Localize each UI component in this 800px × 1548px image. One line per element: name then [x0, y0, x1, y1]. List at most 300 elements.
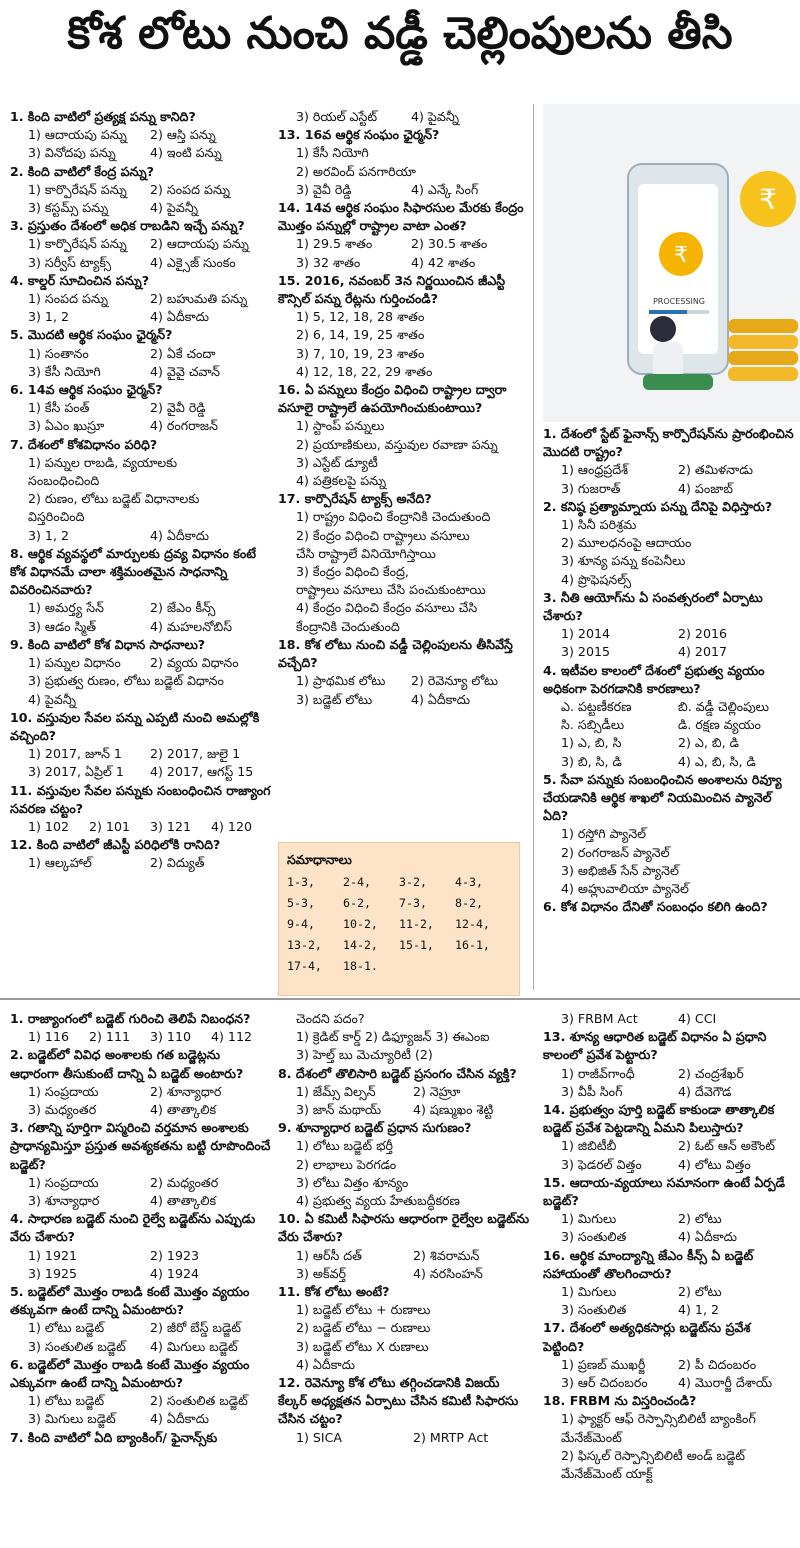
answer-item: 17-4, — [287, 959, 322, 973]
question-block — [278, 1119, 530, 1210]
option-line: 4) అహ్లువాలియా ప్యానెల్ — [561, 881, 689, 897]
option: 1) SICA — [296, 1429, 343, 1445]
column-divider — [533, 104, 534, 990]
option: 3) రియల్ ఎస్టేట్ — [296, 109, 378, 124]
option-row — [10, 1392, 272, 1410]
answer-item: 12-4, — [455, 917, 490, 931]
question-text: 4. కాల్డర్ సూచించిన పన్ను? — [10, 272, 150, 288]
question-block — [543, 1392, 795, 1483]
question-text: 2. కింది వాటిలో కేంద్ర పన్ను? — [10, 163, 154, 179]
question-block — [543, 1101, 795, 1174]
question-text: 6. 14వ ఆర్థిక సంఘం ఛైర్మన్? — [10, 382, 163, 398]
question-block — [543, 589, 795, 662]
processing-label: PROCESSING — [652, 297, 706, 306]
question-text: 1. కింది వాటిలో ప్రత్యక్ష పన్ను కానిది? — [10, 109, 196, 124]
option: 2) 101 — [89, 818, 130, 834]
option: 2) శూన్యాధార — [150, 1083, 222, 1099]
option-line: 3) బడ్జెట్ లోటు X రుణాలు — [296, 1338, 429, 1354]
question-block — [543, 771, 795, 898]
option: 2) వ్యయ విధానం — [150, 655, 239, 671]
option-line: కేంద్రానికి చెందుతుంది — [296, 618, 400, 634]
question-text: 15. ఆదాయ-వ్యయాలు సమానంగా ఉంటే ఏర్పడే బడ్జెట్? — [543, 1174, 785, 1209]
option: 1) రాజీవ్‌గాంధీ — [561, 1065, 635, 1081]
option: బి. వడ్డీ చెల్లింపులు — [678, 699, 769, 715]
option: 4) షణ్ముఖం శెట్టి — [413, 1102, 494, 1118]
question-block — [278, 126, 526, 199]
option-line: 2) అరవింద్ పనగారియా — [296, 163, 416, 179]
option: 4) 2017 — [678, 644, 727, 660]
option: 4) లోటు విత్తం — [678, 1156, 751, 1172]
option-line: 1) రస్తోగి ప్యానెల్ — [561, 826, 647, 842]
question-block — [278, 490, 526, 636]
option-line: 3) ఎస్టేట్ డ్యూటీ — [296, 454, 378, 470]
option: 1) లోటు బడ్జెట్ — [28, 1320, 105, 1336]
option-row — [278, 1247, 530, 1265]
question-block — [10, 1010, 272, 1046]
option: 1) ఆర్‌సీ దత్ — [296, 1247, 362, 1263]
question-text: 5. మొదటి ఆర్థిక సంఘం ఛైర్మన్? — [10, 327, 173, 343]
option-row — [278, 1429, 530, 1447]
option: 1) ప్రణబ్ ముఖర్జీ — [561, 1356, 646, 1372]
option-line: 2) రంగరాజన్ ప్యానెల్ — [561, 844, 670, 860]
column-c — [543, 425, 795, 916]
option-row — [10, 254, 272, 272]
question-text: 6. కోశ విధానం దేనితో సంబంధం కలిగి ఉంది? — [543, 899, 768, 915]
option-line: 2) మూలధనంపై ఆదాయం — [561, 535, 692, 551]
option-row — [543, 1010, 795, 1028]
option: 3) సంతులిత — [561, 1302, 627, 1318]
option: 4) మిగులు బడ్జెట్ — [150, 1338, 238, 1354]
option: 4) ఎ, బి, సి, డి — [678, 753, 756, 769]
answer-key-box — [278, 842, 520, 996]
question-block — [543, 498, 795, 589]
column-f — [543, 1010, 795, 1483]
question-text: 16. ఆర్థిక మాంద్యాన్ని జేఎం కీన్స్ ఏ బడ్జెట్ సహాయంతో తొలగించారు? — [543, 1247, 754, 1281]
question-block — [543, 1028, 795, 1101]
option-row — [543, 716, 795, 734]
option: 4) తాత్కాలిక — [150, 1193, 217, 1209]
option: 1) 2014 — [561, 626, 610, 642]
question-block — [10, 709, 272, 782]
option-row — [10, 599, 272, 617]
question-text: 5. సేవా పన్నుకు సంబంధించిన అంశాలను రివ్యూ చేయడానికి ఆర్థిక శాఖలో నియమించిన ప్యానెల్ ఏది? — [543, 771, 782, 824]
question-block — [278, 108, 526, 126]
option-line: 4) 12, 18, 22, 29 శాతం — [296, 363, 433, 379]
option: 4) 42 శాతం — [411, 254, 476, 270]
question-block — [10, 108, 272, 163]
question-block — [278, 636, 526, 709]
option-line: 3) అభిజిత్ సేన్ ప్యానెల్ — [561, 862, 679, 878]
question-block — [10, 1429, 272, 1447]
illustration-svg — [543, 104, 800, 422]
question-block — [10, 381, 272, 436]
option-row — [543, 1356, 795, 1374]
option: 3) 1, 2 — [28, 527, 69, 543]
option: 1) 1921 — [28, 1247, 77, 1263]
option-row — [10, 1265, 272, 1283]
option: 1) కార్పొరేషన్ పన్ను — [28, 181, 127, 197]
option: 2) లోటు — [678, 1284, 722, 1300]
option: 1) మిగులు — [561, 1211, 617, 1227]
option: 4) 1924 — [150, 1265, 199, 1281]
option-row — [10, 527, 272, 545]
option-row — [10, 763, 272, 781]
option: 2) పీ చిదంబరం — [678, 1356, 757, 1372]
option: 4) వైవై చవాన్ — [150, 363, 220, 379]
option: 4) తాత్కాలిక — [150, 1102, 217, 1118]
option-line: చేసి రాష్ట్రాలే వినియోగిస్తాయి — [296, 545, 436, 561]
option-row — [543, 1156, 795, 1174]
option-row — [278, 1265, 530, 1283]
option: 2) జేఎం కీన్స్ — [150, 600, 216, 616]
question-text: 14. ప్రభుత్వం పూర్తి బడ్జెట్ కాకుండా తాత్కాలిక బడ్జెట్ ప్రవేశ పెట్టడాన్ని ఏమని పిలుస్తారు? — [543, 1102, 775, 1136]
option: 4) నరసింహన్ — [413, 1265, 483, 1281]
option: 3) 2015 — [561, 644, 610, 660]
option-row — [10, 1192, 272, 1210]
option-line: 1) కేసీ నియోగి — [296, 145, 369, 161]
option-row — [10, 654, 272, 672]
question-block — [10, 326, 272, 381]
option-row — [543, 625, 795, 643]
option-row — [543, 480, 795, 498]
option: 2) మధ్యంతర — [150, 1174, 219, 1190]
question-text: 11. కోశ లోటు అంటే? — [278, 1284, 390, 1300]
option-line: విస్తరించింది — [28, 509, 85, 525]
answer-item: 8-2, — [455, 896, 483, 910]
person-figure — [650, 316, 676, 342]
option: 3) FRBM Act — [561, 1011, 638, 1026]
question-block — [543, 898, 795, 916]
answer-item: 6-2, — [343, 896, 371, 910]
option-row — [543, 1083, 795, 1101]
question-text: 3. నీతి ఆయోగ్‌ను ఏ సంవత్సరంలో ఏర్పాటు చేశారు? — [543, 589, 763, 624]
option: 1) సంప్రదాయ — [28, 1083, 99, 1099]
question-block — [543, 662, 795, 771]
option: 2) ఆస్తి పన్ను — [150, 127, 216, 143]
answer-item: 10-2, — [343, 917, 378, 931]
option-row — [10, 854, 272, 872]
headline: కోశ లోటు నుంచి వడ్డీ చెల్లింపులను తీసి — [67, 8, 733, 59]
column-d — [10, 1010, 272, 1447]
option-row — [10, 1101, 272, 1119]
option-line: సంబంధించింది — [28, 473, 100, 489]
option: 3) 1, 2 — [28, 309, 69, 325]
option: 3) 110 — [150, 1029, 191, 1045]
question-text: 17. కార్పొరేషన్ ట్యాక్స్ అనేది? — [278, 491, 432, 507]
option-line: 2) బడ్జెట్ లోటు − రుణాలు — [296, 1320, 431, 1336]
option: 2) ఓట్ ఆన్ అకౌంట్ — [678, 1138, 775, 1154]
option-line: 1) 5, 12, 18, 28 శాతం — [296, 309, 425, 325]
option: 2) బహుమతి పన్ను — [150, 291, 248, 307]
option-row — [10, 308, 272, 326]
option-line: 4) పత్రికలపై పన్ను — [296, 473, 387, 489]
option-row — [10, 126, 272, 144]
option-row — [278, 235, 526, 253]
option: ఎ. పట్టణీకరణ — [561, 699, 632, 715]
option: 1) ఆల్కహాల్ — [28, 855, 92, 871]
option: సి. సబ్సిడీలు — [561, 717, 625, 733]
option: 2) 2017, జులై 1 — [150, 746, 241, 762]
answer-item: 5-3, — [287, 896, 315, 910]
option: 2) MRTP Act — [413, 1429, 489, 1445]
question-text: 16. ఏ పన్నులు కేంద్రం విధించి రాష్ట్రాల ద్వారా వసూలై రాష్ట్రాలే ఉపయోగించుకుంటాయి? — [278, 382, 507, 416]
question-text: 6. బడ్జెట్‌లో మొత్తం రాబడి కంటే మొత్తం వ్యయం ఎక్కువగా ఉంటే దాన్ని ఏమంటారు? — [10, 1356, 250, 1391]
option: 2) రెవెన్యూ లోటు — [411, 673, 499, 689]
option-line: 3) 7, 10, 19, 23 శాతం — [296, 345, 425, 361]
option: 2) ఏకే చందా — [150, 345, 216, 361]
question-block — [10, 1210, 272, 1283]
option-row — [543, 753, 795, 771]
answer-item: 14-2, — [343, 938, 378, 952]
answer-item: 4-3, — [455, 875, 483, 889]
option-row — [543, 734, 795, 752]
question-block — [10, 217, 272, 272]
option: 1) సంతానం — [28, 345, 89, 361]
answer-item: 9-4, — [287, 917, 315, 931]
option: 1) ఎ, బి, సి — [561, 735, 622, 751]
option-row — [278, 691, 526, 709]
option: 4) ఏదీకాదు — [150, 309, 209, 325]
question-block — [278, 1010, 530, 1065]
option: 4) ఏదీకాదు — [678, 1229, 737, 1245]
option-line: 2) ఫిస్కల్ రెస్పాన్సిబిలిటీ అండ్ బడ్జెట్ మేనేజ్‌మెంట్ యాక్ట్ — [561, 1447, 746, 1482]
option-line: 2) 6, 14, 19, 25 శాతం — [296, 327, 425, 343]
option-row — [10, 199, 272, 217]
option: 3) ఆడం స్మిత్ — [28, 618, 97, 634]
option: 4) 2017, ఆగస్ట్ 15 — [150, 764, 254, 780]
option-line: 3) శూన్య పన్ను కంపెనీలు — [561, 553, 686, 569]
option: 3) జాన్ మథాయ్ — [296, 1102, 382, 1118]
question-block — [278, 1283, 530, 1374]
option: 4) ఎన్కే సింగ్ — [411, 181, 479, 197]
option: 2) ఆదాయపు పన్ను — [150, 236, 249, 252]
option: 1) 116 — [28, 1029, 69, 1045]
option: 4) 112 — [211, 1029, 252, 1045]
option: 1) కేసీ పంత్ — [28, 400, 90, 416]
option: 2) జీరో బేస్డ్ బడ్జెట్ — [150, 1320, 242, 1336]
option: 4) మొరార్జీ దేశాయ్ — [678, 1375, 773, 1391]
option-line: 2) రుణం, లోటు బడ్జెట్ విధానాలకు — [28, 491, 200, 507]
answer-item: 3-2, — [399, 875, 427, 889]
question-text: 7. కింది వాటిలో ఏది బ్యాంకింగ్/ ఫైనాన్స్‌కు — [10, 1429, 218, 1445]
question-text: 8. దేశంలో తొలిసారి బడ్జెట్ ప్రసంగం చేసిన వ్యక్తి? — [278, 1065, 517, 1081]
option: 3) వైవీ రెడ్డి — [296, 181, 352, 197]
option-row — [278, 672, 526, 690]
option: 3) మధ్యంతర — [28, 1102, 97, 1118]
option-row — [543, 1283, 795, 1301]
option-line: 1) పన్నుల రాబడి, వ్యయాలకు — [28, 454, 178, 470]
column-a — [10, 108, 272, 873]
option: 2) 111 — [89, 1029, 130, 1045]
option-row — [10, 363, 272, 381]
option: 2) చంద్రశేఖర్ — [678, 1065, 744, 1081]
option-line: 1) సినీ పరిశ్రమ — [561, 517, 637, 533]
question-block — [10, 1046, 272, 1119]
option-line: 1) ఫ్యాక్టర్ ఆఫ్ రెస్పాన్సిబిలిటీ బ్యాంకింగ్ మేనేజ్‌మెంట్ — [561, 1411, 756, 1445]
option-row — [10, 1028, 272, 1046]
option: 3) మిగులు బడ్జెట్ — [28, 1411, 116, 1427]
option-line: 1) రాష్ట్రం విధించి కేంద్రానికి చెందుతుంది — [296, 509, 491, 525]
option-line: 4) పైవన్నీ — [28, 691, 76, 707]
option: 1) కార్పొరేషన్ పన్ను — [28, 236, 127, 252]
option: 2) శివరామన్ — [413, 1247, 480, 1263]
question-text: 10. ఏ కమిటీ సిఫారసు ఆధారంగా రైల్వేల బడ్జెట్‌ను వేరు చేశారు? — [278, 1211, 530, 1245]
question-text: 7. దేశంలో కోశవిధానం పరిధి? — [10, 436, 158, 452]
option: 2) లోటు — [678, 1211, 722, 1227]
answer-item: 18-1. — [343, 959, 378, 973]
option: 3) సంతులిత బడ్జెట్ — [28, 1338, 126, 1354]
option: 3) గుజరాత్ — [561, 480, 621, 496]
question-text: 14. 14వ ఆర్థిక సంఘం సిఫారసుల మేరకు కేంద్రం మొత్తం పన్నుల్లో రాష్ట్రాల వాటా ఎంత? — [278, 200, 524, 234]
question-text: 1. దేశంలో స్టేట్ ఫైనాన్స్ కార్పొరేషన్‌ను ప్రారంభించిన మొదటి రాష్ట్రం? — [543, 426, 794, 460]
option: 4) 120 — [211, 818, 252, 834]
question-text: 2. బడ్జెట్‌లో వివిధ అంశాలకు గత బడ్జెట్లను ఆధారంగా తీసుకుంటే దాన్ని ఏ బడ్జెట్ అంటారు? — [10, 1047, 244, 1081]
option: 1) లోటు బడ్జెట్ — [28, 1393, 105, 1409]
option: 4) CCI — [678, 1011, 717, 1026]
option: 1) ఆంధ్రప్రదేశ్ — [561, 462, 629, 478]
answer-item: 1-3, — [287, 875, 315, 889]
option-line: 1) బడ్జెట్ లోటు + రుణాలు — [296, 1302, 431, 1318]
option: 2) తమిళనాడు — [678, 462, 753, 478]
question-block — [278, 1065, 530, 1120]
option-line: చెందని పదం? — [296, 1011, 365, 1026]
question-text: 4. ఇటీవల కాలంలో దేశంలో ప్రభుత్వ వ్యయం అధికంగా పెరగడానికి కారణాలు? — [543, 662, 765, 696]
svg-text:₹: ₹ — [759, 183, 777, 216]
option: డి. రక్షణ వ్యయం — [678, 717, 761, 733]
option-line: 3) హెల్త్ బు మెచ్యూరిటీ (2) — [296, 1047, 433, 1063]
option-row — [10, 1338, 272, 1356]
option: 3) వినోదపు పన్ను — [28, 145, 116, 161]
option: 4) పంజాబ్ — [678, 480, 733, 496]
option-line: 4) ఏదీకాదు — [296, 1356, 355, 1372]
question-text: 15. 2016, నవంబర్ 3న నిర్ణయించిన జీఎస్టీ కౌన్సిల్ పన్ను రేట్లను గుర్తించండి? — [278, 272, 506, 307]
option-line: 4) కేంద్రం విధించి కేంద్రం వసూలు చేసి — [296, 600, 478, 616]
option-row — [543, 643, 795, 661]
option: 3) 121 — [150, 818, 191, 834]
option-row — [10, 1083, 272, 1101]
question-block — [10, 1356, 272, 1429]
question-text: 9. కింది వాటిలో కోశ విధాన సాధనాలు? — [10, 636, 206, 652]
question-text: 12. రెవెన్యూ కోశ లోటు తగ్గించడానికి విజయ్ కేల్కర్ అధ్యక్షతన ఏర్పాటు చేసిన కమిటీ సిఫారసు చేసిన చట్టం? — [278, 1375, 519, 1427]
option: 1) జేమ్స్ విల్సన్ — [296, 1083, 376, 1099]
question-block — [10, 163, 272, 218]
option-line: 2) కేంద్రం విధించి రాష్ట్రాలు వసూలు — [296, 527, 470, 543]
option-row — [10, 1247, 272, 1265]
option-row — [10, 1174, 272, 1192]
option: 1) పన్నుల విధానం — [28, 655, 121, 671]
question-text: 13. శూన్య ఆధారిత బడ్జెట్ విధానం ఏ ప్రధాని కాలంలో ప్రవేశ పెట్టారు? — [543, 1029, 767, 1063]
option: 3) ఫెడరల్ విత్తం — [561, 1156, 642, 1172]
question-block — [10, 636, 272, 709]
option-row — [543, 1137, 795, 1155]
option-row — [10, 144, 272, 162]
option-row — [10, 345, 272, 363]
option-line: 3) లోటు విత్తం శూన్యం — [296, 1174, 409, 1190]
option: 3) శూన్యాధార — [28, 1193, 100, 1209]
option: 4) ఎక్సైజ్ సుంకం — [150, 254, 236, 270]
answer-item: 11-2, — [399, 917, 434, 931]
option-line: రాష్ట్రాలు వసూలు చేసి పంచుకుంటాయి — [296, 582, 486, 598]
answer-item: 16-1, — [455, 938, 490, 952]
question-block — [278, 1210, 530, 1283]
answer-item: 7-3, — [399, 896, 427, 910]
question-block — [543, 1174, 795, 1247]
question-block — [10, 272, 272, 327]
option: 2) సంతులిత బడ్జెట్ — [150, 1393, 248, 1409]
option-row — [278, 108, 526, 126]
option-row — [10, 290, 272, 308]
question-block — [543, 1010, 795, 1028]
question-text: 18. కోశ లోటు నుంచి వడ్డీ చెల్లింపులను తీసివేస్తే వచ్చేది? — [278, 636, 513, 671]
question-text: 4. సాధారణ బడ్జెట్ నుంచి రైల్వే బడ్జెట్‌ను ఎప్పుడు వేరు చేశారు? — [10, 1211, 256, 1245]
question-text: 3. ప్రస్తుతం దేశంలో అధిక రాబడిని ఇచ్చే పన్ను? — [10, 218, 245, 234]
option: 1) మిగులు — [561, 1284, 617, 1300]
processing-bar — [649, 310, 687, 314]
option-row — [543, 1210, 795, 1228]
question-block — [543, 1247, 795, 1320]
question-block — [278, 199, 526, 272]
column-e — [278, 1010, 530, 1447]
option-row — [543, 1228, 795, 1246]
option-row — [543, 461, 795, 479]
option-row — [278, 1101, 530, 1119]
option: 3) అక్‌వర్త్ — [296, 1265, 347, 1281]
option-line: 1) స్టాంప్ పన్నులు — [296, 418, 385, 434]
option: 4) 1, 2 — [678, 1302, 719, 1318]
option-row — [10, 399, 272, 417]
option-line: 1) లోటు బడ్జెట్ భర్తీ — [296, 1138, 393, 1154]
option-row — [278, 1083, 530, 1101]
question-text: 3. గతాన్ని పూర్తిగా విస్మరించి వర్తమాన అంశాలకు ప్రాధాన్యమిస్తూ ప్రస్తుత అవశ్యకతను బట్టి రూపొందించే బడ్జెట్? — [10, 1120, 271, 1172]
option-row — [10, 417, 272, 435]
option-line: 2) లాభాలు పెరగడం — [296, 1156, 397, 1172]
illustration — [543, 104, 800, 422]
question-block — [10, 1283, 272, 1356]
question-text: 11. వస్తువుల సేవల పన్నుకు సంబంధించిన రాజ్యాంగ సవరణ చట్టం? — [10, 782, 271, 816]
question-block — [543, 425, 795, 498]
question-text: 17. దేశంలో అత్యధికసార్లు బడ్జెట్‌ను ప్రవేశ పెట్టింది? — [543, 1320, 751, 1354]
option: 4) ఇంటి పన్ను — [150, 145, 222, 161]
option: 3) ఏఎం ఖుస్రూ — [28, 418, 105, 434]
option: 3) కేసీ నియోగి — [28, 363, 101, 379]
option-line: 4) ప్రభుత్వ వ్యయ హేతుబద్ధీకరణ — [296, 1193, 460, 1209]
question-block — [278, 272, 526, 381]
question-block — [10, 545, 272, 636]
option: 1) సంప్రదాయ — [28, 1174, 99, 1190]
question-block — [543, 1319, 795, 1392]
option: 4) ఏదీకాదు — [150, 527, 209, 543]
question-text: 12. కింది వాటిలో జీఎస్టీ పరిధిలోకి రానిది? — [10, 837, 221, 853]
option-line: 3) ప్రభుత్వ రుణం, లోటు బడ్జెట్ విధానం — [28, 673, 224, 689]
option: 4) ఏదీకాదు — [411, 691, 470, 707]
option: 3) కస్టమ్స్ పన్ను — [28, 200, 109, 216]
option: 2) 2016 — [678, 626, 727, 642]
option: 4) మహలనోబిస్ — [150, 618, 233, 634]
option-row — [10, 235, 272, 253]
option: 1) 102 — [28, 818, 69, 834]
option: 2) విద్యుత్ — [150, 855, 205, 871]
question-text: 1. రాజ్యాంగంలో బడ్జెట్ గురించి తెలిపే నిబంధన? — [10, 1011, 251, 1026]
option: 2) ఎ, బి, డి — [678, 735, 739, 751]
answer-item: 15-1, — [399, 938, 434, 952]
option: 3) ఆర్ చిదంబరం — [561, 1375, 648, 1391]
option-line: 1) క్రెడిట్ కార్డ్ 2) డిఫ్యూజన్ 3) ఈఎంఐ — [296, 1029, 490, 1045]
option: 1) సంపద పన్ను — [28, 291, 108, 307]
option: 4) పైవన్నీ — [411, 109, 459, 124]
option: 4) పైవన్నీ — [150, 200, 198, 216]
question-block — [10, 836, 272, 872]
answer-item: 13-2, — [287, 938, 322, 952]
